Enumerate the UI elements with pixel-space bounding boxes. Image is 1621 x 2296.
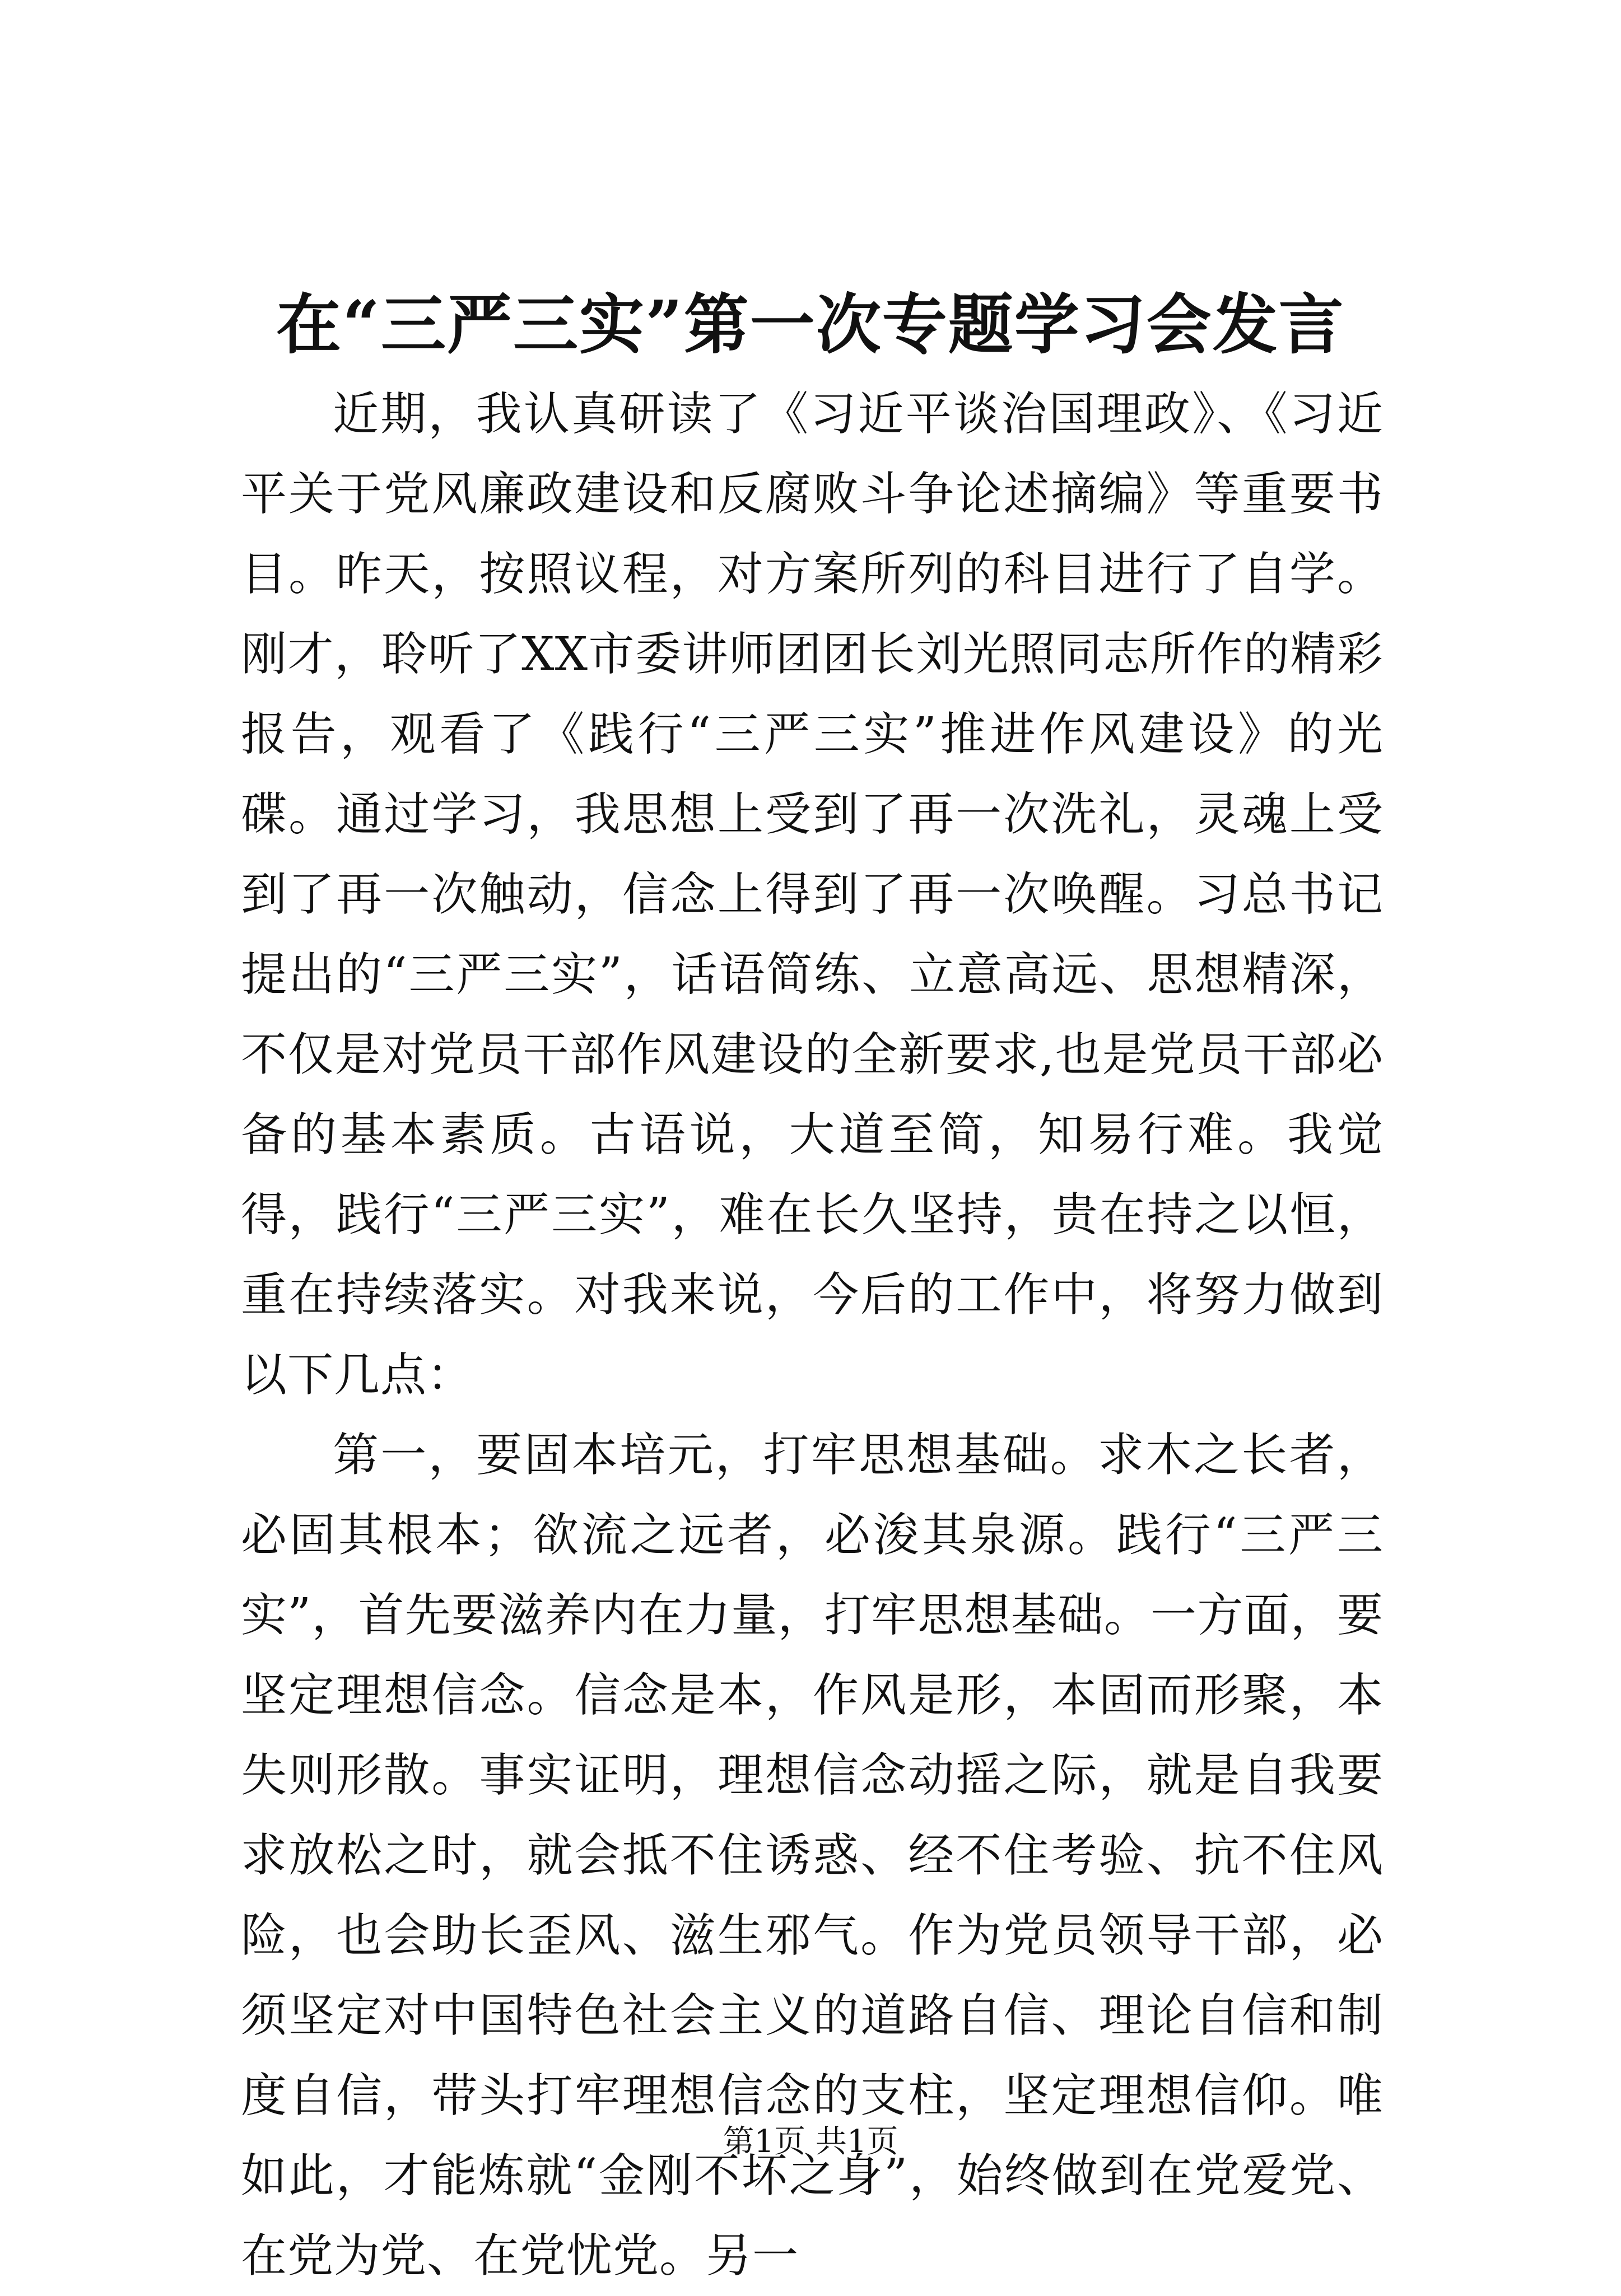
document-body: [241, 374, 1384, 2296]
document-title: 在“三严三实”第一次专题学习会发言: [276, 287, 1345, 363]
page-footer: 第1页 共1页: [723, 2124, 898, 2160]
paragraph-first-point: 第一，要固本培元，打牢思想基础。求木之长者，必固其根本；欲流之远者，必浚其泉源。践行“三严三实”，首先要滋养内在力量，打牢思想基础。一方面，要坚定理想信念。信念是本，作风是形，本固而形聚，本失则形散。事实证明，理想信念动摇之际，就是自我要求放松之时，就会抵不住诱惑、经不住考验、抗不住风险，也会助长歪风、滋生邪气。作为党员领导干部，必须坚定对中国特色社会主义的道路自信、理论自信和制度自信，带头打牢理想信念的支柱，坚定理想信仰。唯如此，才能炼就“金刚不坏之身”，始终做到在党爱党、在党为党、在党忧党。另一: [241, 1429, 1384, 2283]
paragraph-intro: 近期，我认真研读了《习近平谈治国理政》、《习近平关于党风廉政建设和反腐败斗争论述摘编》等重要书目。昨天，按照议程，对方案所列的科目进行了自学。刚才，聆听了XX市委讲师团团长刘光照同志所作的精彩报告，观看了《践行“三严三实”推进作风建设》的光碟。通过学习，我思想上受到了再一次洗礼，灵魂上受到了再一次触动，信念上得到了再一次唤醒。习总书记提出的“三严三实”，话语简练、立意高远、思想精深，不仅是对党员干部作风建设的全新要求,也是党员干部必备的基本素质。古语说，大道至简，知易行难。我觉得，践行“三严三实”，难在长久坚持，贵在持之以恒，重在持续落实。对我来说，今后的工作中，将努力做到以下几点：: [241, 388, 1384, 1402]
